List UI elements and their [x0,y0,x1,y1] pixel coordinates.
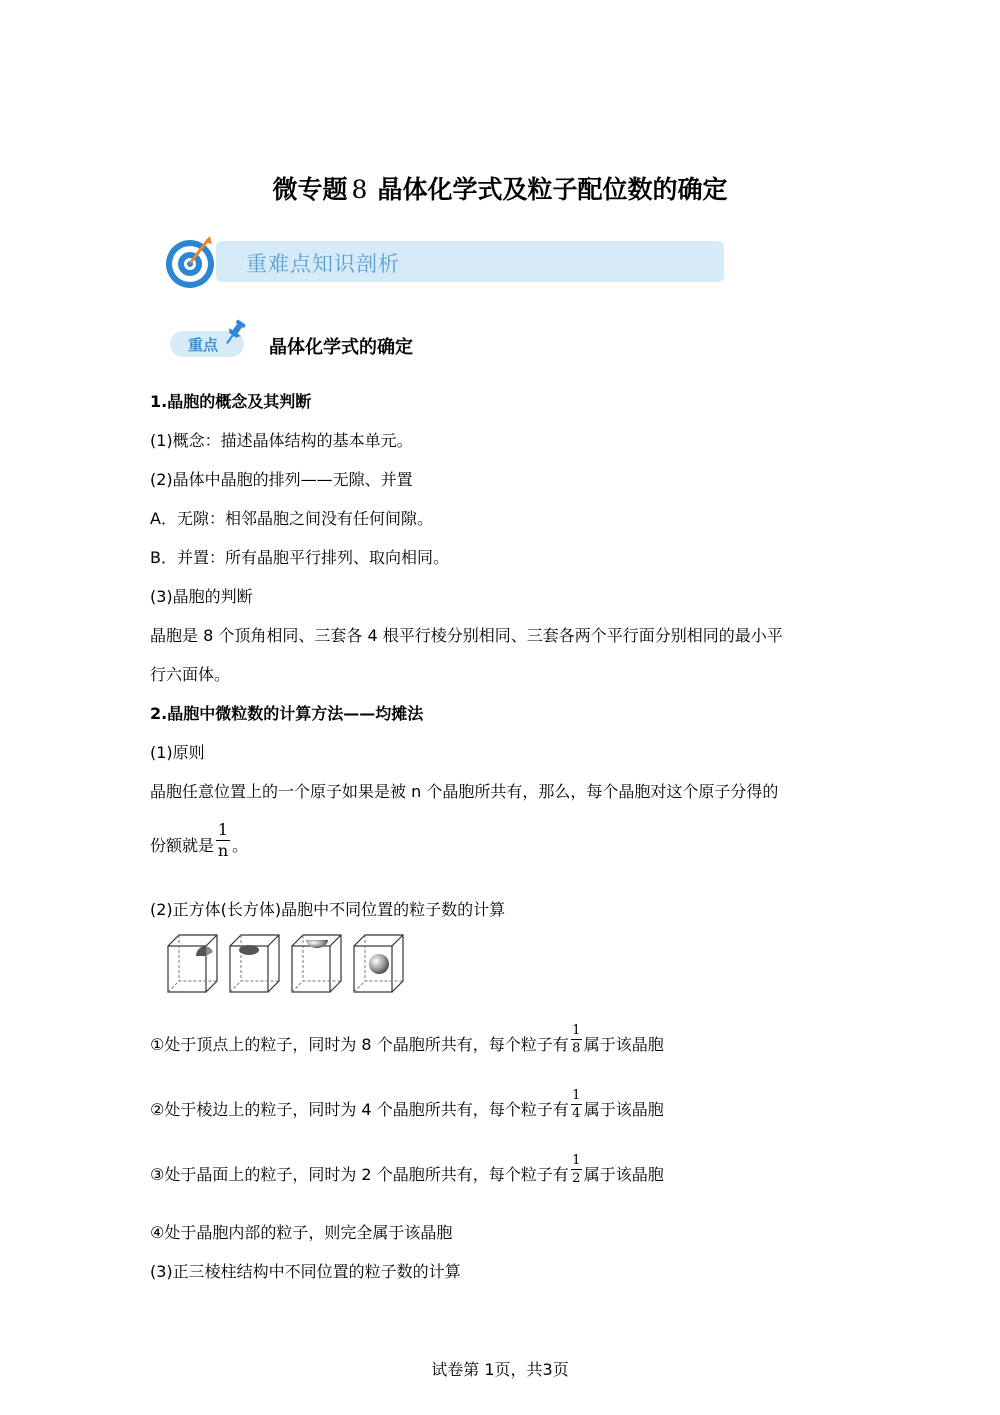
text-line-with-fraction: ①处于顶点上的粒子，同时为 8 个晶胞所共有，每个粒子有 $\frac{1}{8}$ 属于该晶胞 [150,1023,664,1056]
text-line: (1)概念：描述晶体结构的基本单元。 [150,431,413,450]
text-line: (3)正三棱柱结构中不同位置的粒子数的计算 [150,1262,461,1281]
section-banner-text: 重难点知识剖析 [246,252,400,276]
key-point-heading: 晶体化学式的确定 [269,337,413,358]
section-heading-1: 1.晶胞的概念及其判断 [150,392,312,411]
text-line-with-fraction: ②处于棱边上的粒子，同时为 4 个晶胞所共有，每个粒子有 $\frac{1}{4}$ 属于该晶胞 [150,1088,664,1121]
fraction-1-over-8: $\frac{1}{8}$ [572,1023,581,1056]
fraction-1-over-2: $\frac{1}{2}$ [572,1153,581,1186]
fraction-1-over-n: $\frac{1}{n}$ [217,820,229,860]
text-line: B．并置：所有晶胞平行排列、取向相同。 [150,548,449,567]
target-arrow-icon [164,234,222,290]
page-footer: 试卷第 1页，共3页 [431,1360,569,1379]
text-line: A．无隙：相邻晶胞之间没有任何间隙。 [150,509,433,528]
cube-edge-particle [230,935,279,992]
fraction-1-over-4: $\frac{1}{4}$ [572,1088,581,1121]
text-line: 晶胞是 8 个顶角相同、三套各 4 根平行棱分别相同、三套各两个平行面分别相同的最小平 [150,626,783,645]
text-line-with-fraction: 份额就是 $\frac{1}{n}$ 。 [150,820,249,860]
cube-face-particle [292,935,341,992]
text-line: (2)正方体(长方体)晶胞中不同位置的粒子数的计算 [150,900,506,919]
text-line: 行六面体。 [150,665,231,684]
text-line: 晶胞任意位置上的一个原子如果是被 n 个晶胞所共有，那么，每个晶胞对这个原子分得的 [150,782,779,801]
key-point-badge-text: 重点 [188,336,219,354]
cube-vertex-particle [168,935,217,992]
text-line: ④处于晶胞内部的粒子，则完全属于该晶胞 [150,1223,453,1242]
section-banner [216,241,724,282]
text-line: (3)晶胞的判断 [150,587,253,606]
page-title: 微专题 8 晶体化学式及粒子配位数的确定 [272,175,728,204]
cube-interior-particle [354,935,403,992]
cubic-cell-figure [163,930,413,998]
pushpin-icon [221,317,249,347]
text-line: (2)晶体中晶胞的排列——无隙、并置 [150,470,413,489]
text-line: (1)原则 [150,743,205,762]
text-line-with-fraction: ③处于晶面上的粒子，同时为 2 个晶胞所共有，每个粒子有 $\frac{1}{2}$ 属于该晶胞 [150,1153,664,1186]
section-heading-2: 2.晶胞中微粒数的计算方法——均摊法 [150,704,424,723]
